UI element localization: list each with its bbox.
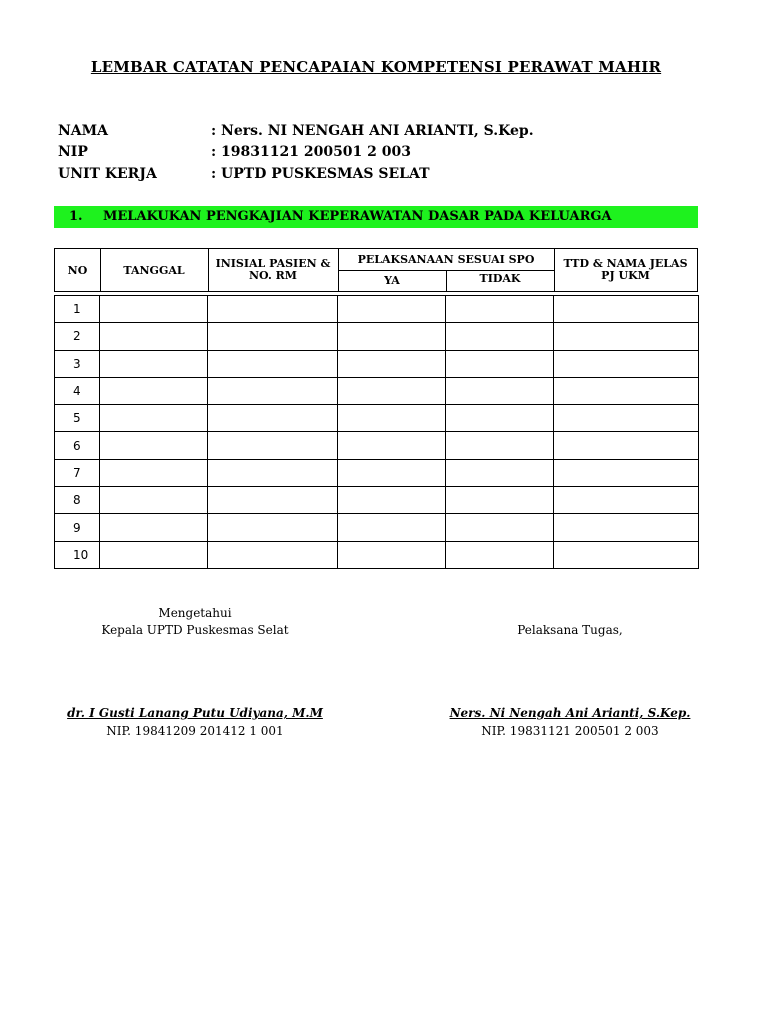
cell-inisial[interactable] xyxy=(208,405,338,432)
header-no: NO xyxy=(67,264,88,277)
cell-ya[interactable] xyxy=(338,487,446,514)
row-number: 1 xyxy=(55,296,100,323)
cell-ttd[interactable] xyxy=(554,514,699,541)
left-signature-caption-2: Kepala UPTD Puskesmas Selat xyxy=(101,623,289,637)
table-row xyxy=(55,377,699,404)
section-heading xyxy=(54,206,698,228)
cell-inisial[interactable] xyxy=(208,541,338,568)
cell-tidak[interactable] xyxy=(446,323,554,350)
cell-inisial[interactable] xyxy=(208,350,338,377)
cell-ya[interactable] xyxy=(338,296,446,323)
cell-ttd[interactable] xyxy=(554,432,699,459)
cell-ttd[interactable] xyxy=(554,323,699,350)
right-signatory-name: Ners. Ni Nengah Ani Arianti, S.Kep. xyxy=(449,706,691,720)
table-row xyxy=(55,432,699,459)
cell-tanggal[interactable] xyxy=(100,350,208,377)
right-signature-caption: Pelaksana Tugas, xyxy=(517,623,623,637)
cell-ya[interactable] xyxy=(338,432,446,459)
cell-tanggal[interactable] xyxy=(100,514,208,541)
cell-ya[interactable] xyxy=(338,405,446,432)
header-ttd-line2: PJ UKM xyxy=(601,269,650,282)
cell-tanggal[interactable] xyxy=(100,377,208,404)
row-number: 7 xyxy=(55,459,100,486)
cell-ya[interactable] xyxy=(338,377,446,404)
table-header xyxy=(54,248,698,292)
cell-ya[interactable] xyxy=(338,459,446,486)
table-row xyxy=(55,350,699,377)
info-label: UNIT KERJA xyxy=(58,166,157,182)
header-inisial-line1: INISIAL PASIEN & xyxy=(215,257,331,270)
cell-ttd[interactable] xyxy=(554,405,699,432)
left-signatory-nip: NIP. 19841209 201412 1 001 xyxy=(106,724,284,738)
right-signatory-nip: NIP. 19831121 200501 2 003 xyxy=(481,724,659,738)
cell-tidak[interactable] xyxy=(446,514,554,541)
cell-ya[interactable] xyxy=(338,514,446,541)
info-label: NAMA xyxy=(58,123,109,139)
cell-tidak[interactable] xyxy=(446,405,554,432)
header-ya: YA xyxy=(384,274,400,287)
cell-ttd[interactable] xyxy=(554,296,699,323)
header-tidak: TIDAK xyxy=(479,272,521,285)
cell-tidak[interactable] xyxy=(446,350,554,377)
cell-inisial[interactable] xyxy=(208,377,338,404)
info-label: NIP xyxy=(58,144,88,160)
cell-tidak[interactable] xyxy=(446,432,554,459)
left-signature-caption-1: Mengetahui xyxy=(158,606,232,620)
cell-ttd[interactable] xyxy=(554,487,699,514)
table-row xyxy=(55,296,699,323)
record-table xyxy=(54,295,699,569)
page-title: LEMBAR CATATAN PENCAPAIAN KOMPETENSI PERAWAT MAHIR xyxy=(90,58,662,76)
left-signatory-name: dr. I Gusti Lanang Putu Udiyana, M.M xyxy=(67,706,323,720)
row-number: 6 xyxy=(55,432,100,459)
header-ttd-line1: TTD & NAMA JELAS xyxy=(563,257,688,270)
cell-tanggal[interactable] xyxy=(100,459,208,486)
cell-inisial[interactable] xyxy=(208,296,338,323)
cell-tanggal[interactable] xyxy=(100,487,208,514)
cell-inisial[interactable] xyxy=(208,323,338,350)
row-number: 4 xyxy=(55,377,100,404)
row-number: 2 xyxy=(55,323,100,350)
table-row xyxy=(55,514,699,541)
table-row xyxy=(55,487,699,514)
table-row xyxy=(55,459,699,486)
info-value: : Ners. NI NENGAH ANI ARIANTI, S.Kep. xyxy=(211,123,534,139)
cell-tidak[interactable] xyxy=(446,459,554,486)
row-number: 10 xyxy=(55,541,100,568)
cell-tidak[interactable] xyxy=(446,541,554,568)
cell-ya[interactable] xyxy=(338,541,446,568)
header-inisial-line2: NO. RM xyxy=(249,269,297,282)
cell-inisial[interactable] xyxy=(208,459,338,486)
cell-ya[interactable] xyxy=(338,350,446,377)
cell-inisial[interactable] xyxy=(208,487,338,514)
cell-ya[interactable] xyxy=(338,323,446,350)
cell-tanggal[interactable] xyxy=(100,405,208,432)
row-number: 8 xyxy=(55,487,100,514)
section-number: 1. xyxy=(69,209,83,224)
cell-ttd[interactable] xyxy=(554,541,699,568)
cell-ttd[interactable] xyxy=(554,377,699,404)
table-row xyxy=(55,323,699,350)
cell-ttd[interactable] xyxy=(554,459,699,486)
header-tanggal: TANGGAL xyxy=(123,264,185,277)
cell-tidak[interactable] xyxy=(446,377,554,404)
cell-tanggal[interactable] xyxy=(100,541,208,568)
header-pelaksanaan: PELAKSANAAN SESUAI SPO xyxy=(357,253,535,266)
info-value: : UPTD PUSKESMAS SELAT xyxy=(211,166,430,182)
cell-ttd[interactable] xyxy=(554,350,699,377)
cell-tidak[interactable] xyxy=(446,296,554,323)
cell-tanggal[interactable] xyxy=(100,432,208,459)
section-title: MELAKUKAN PENGKAJIAN KEPERAWATAN DASAR PADA KELUARGA xyxy=(103,209,612,224)
cell-inisial[interactable] xyxy=(208,432,338,459)
table-row xyxy=(55,405,699,432)
cell-inisial[interactable] xyxy=(208,514,338,541)
info-value: : 19831121 200501 2 003 xyxy=(211,144,412,160)
cell-tanggal[interactable] xyxy=(100,323,208,350)
row-number: 9 xyxy=(55,514,100,541)
table-row xyxy=(55,541,699,568)
cell-tidak[interactable] xyxy=(446,487,554,514)
row-number: 3 xyxy=(55,350,100,377)
row-number: 5 xyxy=(55,405,100,432)
cell-tanggal[interactable] xyxy=(100,296,208,323)
